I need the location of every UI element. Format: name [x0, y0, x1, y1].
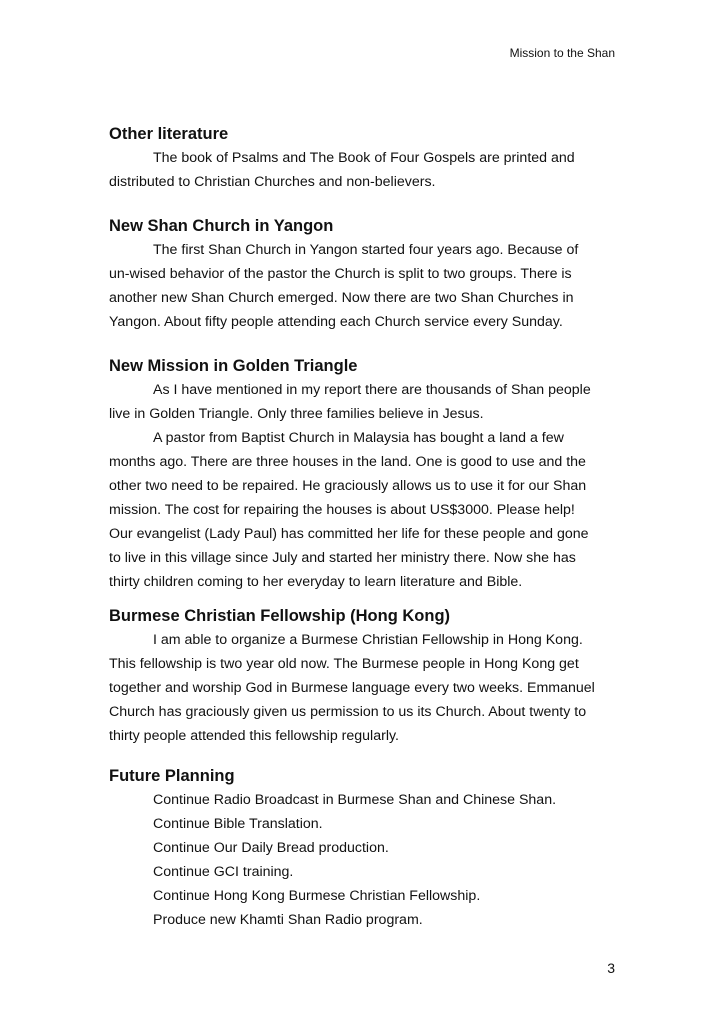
section-golden-triangle — [109, 356, 619, 594]
section-future-planning — [109, 766, 619, 932]
section-burmese-fellowship — [109, 606, 619, 748]
section-heading: Burmese Christian Fellowship (Hong Kong) — [109, 607, 451, 625]
list-item: Continue Radio Broadcast in Burmese Shan and Chinese Shan. — [153, 792, 557, 808]
paragraph: A pastor from Baptist Church in Malaysia has bought a land a few months ago. There are three houses in the land. One is good to use and the other two need to be repaired. He graciously allows us to use it for our Shan mission. The cost for repairing the houses is about US$3000. Please help! Our evangelist (Lady Paul) has committed her life for these people and gone to live in this village since July and started her ministry there. Now she has thirty children coming to her everyday to learn literature and Bible. — [109, 430, 589, 590]
paragraph: The first Shan Church in Yangon started four years ago. Because of un-wised behavior of the pastor the Church is split to two groups. There is another new Shan Church emerged. Now there are two Shan Churches in Yangon. About fifty people attending each Church service every Sunday. — [109, 242, 579, 330]
page-number: 3 — [607, 960, 615, 976]
list-item: Continue Hong Kong Burmese Christian Fellowship. — [153, 888, 481, 904]
section-heading: Other literature — [109, 125, 229, 143]
document-body — [109, 124, 619, 932]
future-planning-list — [109, 788, 619, 932]
list-item: Continue Bible Translation. — [153, 816, 323, 832]
paragraph: The book of Psalms and The Book of Four Gospels are printed and distributed to Christian Churches and non-believers. — [109, 150, 575, 190]
section-other-literature — [109, 124, 619, 194]
section-heading: Future Planning — [109, 767, 235, 785]
section-heading: New Shan Church in Yangon — [109, 217, 334, 235]
paragraph: As I have mentioned in my report there are thousands of Shan people live in Golden Triangle. Only three families believe in Jesus. — [109, 382, 591, 422]
section-new-shan-church — [109, 216, 619, 334]
running-header: Mission to the Shan — [509, 46, 615, 60]
section-heading: New Mission in Golden Triangle — [109, 357, 358, 375]
list-item: Continue Our Daily Bread production. — [153, 840, 389, 856]
list-item: Produce new Khamti Shan Radio program. — [153, 912, 423, 928]
paragraph: I am able to organize a Burmese Christian Fellowship in Hong Kong. This fellowship is two year old now. The Burmese people in Hong Kong get together and worship God in Burmese language every two weeks. Emmanuel Church has graciously given us permission to us its Church. About twenty to thirty people attended this fellowship regularly. — [109, 632, 595, 744]
list-item: Continue GCI training. — [153, 864, 294, 880]
